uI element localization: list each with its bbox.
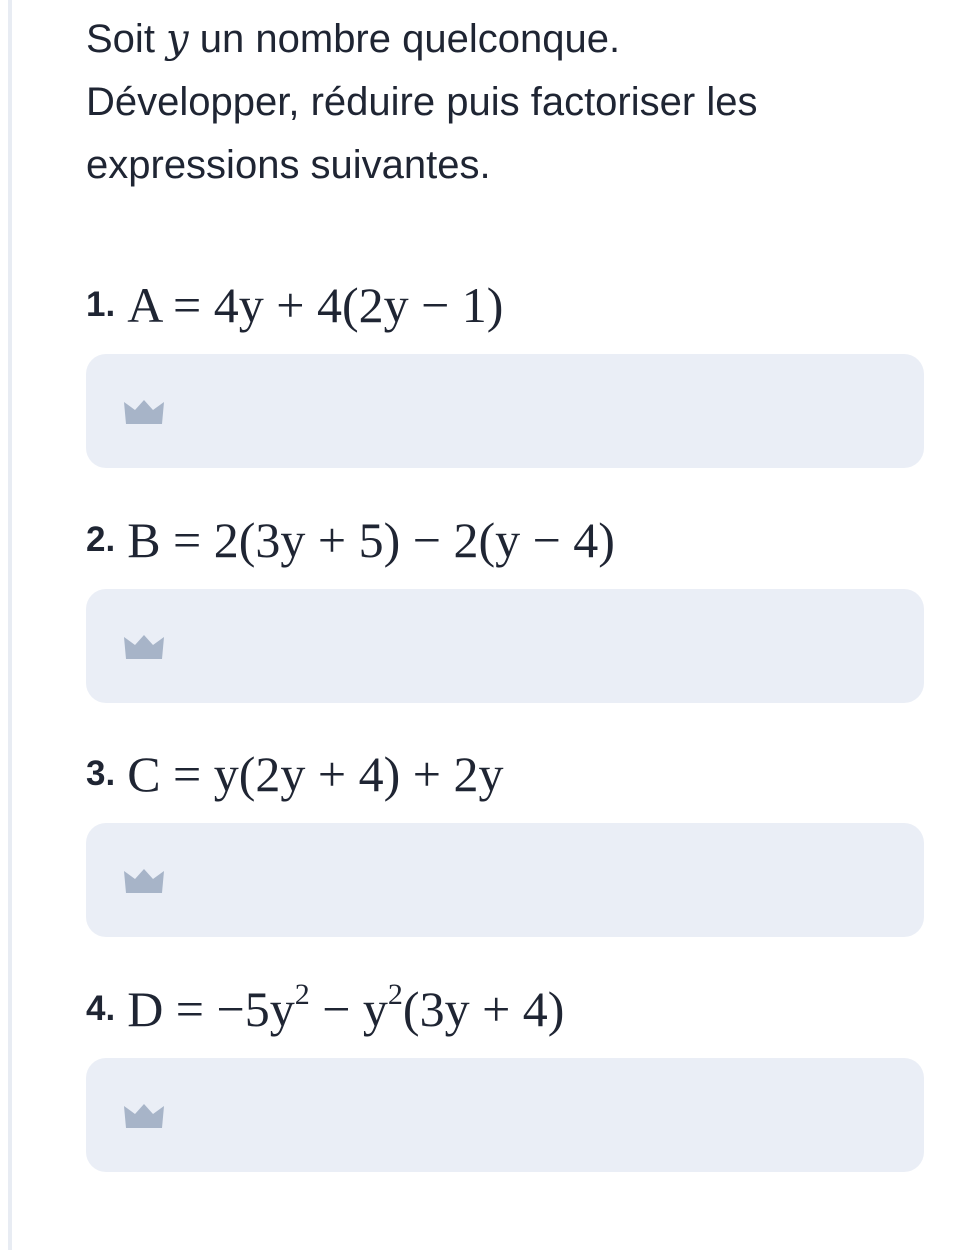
formula: B = 2(3y + 5) − 2(y − 4) <box>127 512 615 568</box>
intro-line-2: Développer, réduire puis factoriser les <box>86 80 758 124</box>
answer-box-1[interactable] <box>86 354 924 468</box>
formula-part: D = −5y <box>127 981 295 1037</box>
question-line <box>86 739 924 809</box>
question-number: 2. <box>86 520 116 559</box>
formula: C = y(2y + 4) + 2y <box>127 746 504 802</box>
intro-text: un nombre quelconque. <box>188 17 621 61</box>
formula-part: (3y + 4) <box>402 981 565 1037</box>
question-number: 3. <box>86 754 116 793</box>
question-line <box>86 505 924 575</box>
answer-box-4[interactable] <box>86 1058 924 1172</box>
instructions <box>86 8 926 197</box>
formula: A = 4y + 4(2y − 1) <box>127 277 504 333</box>
crown-icon <box>124 867 164 893</box>
exponent: 2 <box>294 978 310 1011</box>
exercise-4 <box>86 974 924 1172</box>
variable-y: y <box>166 16 189 62</box>
question-line <box>86 974 924 1044</box>
crown-icon <box>124 633 164 659</box>
question-number: 1. <box>86 285 116 324</box>
exercise-1 <box>86 270 924 468</box>
crown-icon <box>124 1102 164 1128</box>
exercise-2 <box>86 505 924 703</box>
exponent: 2 <box>387 978 403 1011</box>
intro-line-1 <box>86 8 926 71</box>
answer-box-2[interactable] <box>86 589 924 703</box>
intro-text: Soit <box>86 17 167 61</box>
intro-line-3: expressions suivantes. <box>86 143 491 187</box>
formula <box>127 980 564 1038</box>
answer-box-3[interactable] <box>86 823 924 937</box>
question-line <box>86 270 924 340</box>
exercise-3 <box>86 739 924 937</box>
left-border <box>8 0 12 1250</box>
formula-part: − y <box>309 981 388 1037</box>
question-number: 4. <box>86 989 116 1028</box>
crown-icon <box>124 398 164 424</box>
